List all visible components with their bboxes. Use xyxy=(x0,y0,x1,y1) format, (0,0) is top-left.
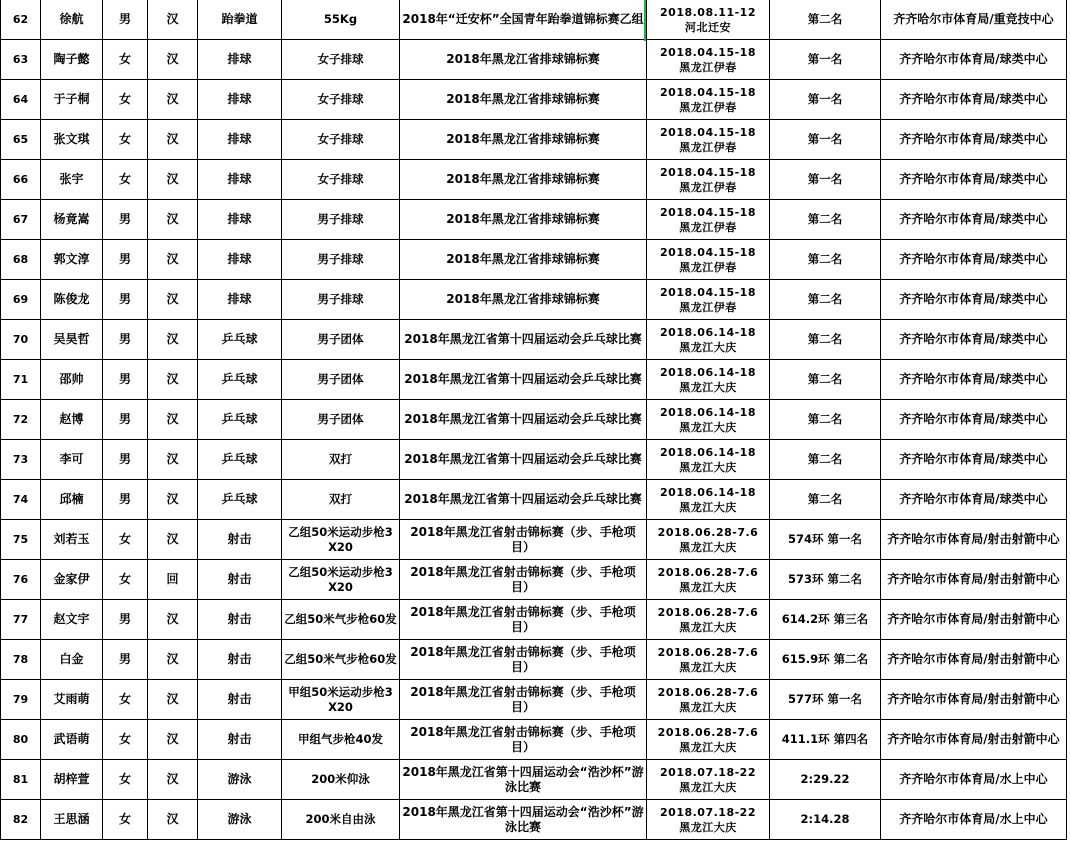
table-row xyxy=(1,480,1067,520)
cell-unit[interactable]: 齐齐哈尔市体育局/球类中心 xyxy=(881,320,1067,360)
cell-result[interactable]: 第二名 xyxy=(770,320,881,360)
place-text: 黑龙江大庆 xyxy=(679,580,737,594)
cell-gender[interactable]: 男 xyxy=(103,600,148,640)
cell-result[interactable]: 614.2环 第三名 xyxy=(770,600,881,640)
cell-gender[interactable]: 男 xyxy=(103,640,148,680)
cell-ethnicity[interactable]: 汉 xyxy=(148,360,198,400)
cell-unit[interactable]: 齐齐哈尔市体育局/球类中心 xyxy=(881,40,1067,80)
cell-event[interactable]: 男子排球 xyxy=(282,280,400,320)
cell-competition[interactable]: 2018年黑龙江省第十四届运动会“浩沙杯”游泳比赛 xyxy=(400,800,647,840)
date-text: 2018.04.15-18 xyxy=(660,125,756,139)
cell-ethnicity[interactable]: 汉 xyxy=(148,520,198,560)
cell-name[interactable]: 白金 xyxy=(41,640,103,680)
cell-result[interactable]: 第二名 xyxy=(770,200,881,240)
cell-ethnicity[interactable]: 汉 xyxy=(148,720,198,760)
place-text: 黑龙江大庆 xyxy=(679,380,737,394)
cell-result[interactable]: 2:29.22 xyxy=(770,760,881,800)
table-row xyxy=(1,80,1067,120)
cell-date-place[interactable] xyxy=(647,240,770,280)
cell-date-place[interactable] xyxy=(647,120,770,160)
cell-unit[interactable]: 齐齐哈尔市体育局/球类中心 xyxy=(881,80,1067,120)
cell-sport[interactable]: 乒乓球 xyxy=(198,480,282,520)
date-text: 2018.06.14-18 xyxy=(660,365,756,379)
cell-event[interactable]: 甲组50米运动步枪3X20 xyxy=(282,680,400,720)
cell-ethnicity[interactable]: 汉 xyxy=(148,400,198,440)
cell-unit[interactable]: 齐齐哈尔市体育局/射击射箭中心 xyxy=(881,520,1067,560)
cell-gender[interactable]: 女 xyxy=(103,720,148,760)
table-row xyxy=(1,680,1067,720)
cell-no[interactable]: 67 xyxy=(1,200,41,240)
cell-no[interactable]: 70 xyxy=(1,320,41,360)
cell-event[interactable]: 200米仰泳 xyxy=(282,760,400,800)
cell-no[interactable]: 65 xyxy=(1,120,41,160)
table-row xyxy=(1,800,1067,840)
cell-gender[interactable]: 男 xyxy=(103,320,148,360)
cell-no[interactable]: 73 xyxy=(1,440,41,480)
cell-sport[interactable]: 射击 xyxy=(198,640,282,680)
cell-event[interactable]: 男子团体 xyxy=(282,360,400,400)
cell-date-place[interactable] xyxy=(647,720,770,760)
cell-name[interactable]: 艾雨萌 xyxy=(41,680,103,720)
cell-ethnicity[interactable]: 汉 xyxy=(148,480,198,520)
cell-no[interactable]: 66 xyxy=(1,160,41,200)
cell-unit[interactable]: 齐齐哈尔市体育局/球类中心 xyxy=(881,400,1067,440)
date-text: 2018.06.28-7.6 xyxy=(657,565,759,579)
cell-name[interactable]: 徐航 xyxy=(41,0,103,40)
cell-sport[interactable]: 排球 xyxy=(198,120,282,160)
cell-ethnicity[interactable]: 汉 xyxy=(148,0,198,40)
cell-date-place[interactable] xyxy=(647,440,770,480)
cell-unit[interactable]: 齐齐哈尔市体育局/球类中心 xyxy=(881,480,1067,520)
cell-date-place[interactable] xyxy=(647,200,770,240)
cell-unit[interactable]: 齐齐哈尔市体育局/射击射箭中心 xyxy=(881,720,1067,760)
cell-gender[interactable]: 女 xyxy=(103,800,148,840)
cell-gender[interactable]: 男 xyxy=(103,440,148,480)
cell-result[interactable]: 2:14.28 xyxy=(770,800,881,840)
cell-no[interactable]: 71 xyxy=(1,360,41,400)
cell-event[interactable]: 55Kg xyxy=(282,0,400,40)
table-row xyxy=(1,320,1067,360)
cell-ethnicity[interactable]: 汉 xyxy=(148,600,198,640)
cell-competition[interactable]: 2018年黑龙江省射击锦标赛（步、手枪项目） xyxy=(400,520,647,560)
cell-sport[interactable]: 乒乓球 xyxy=(198,440,282,480)
cell-date-place[interactable] xyxy=(647,560,770,600)
cell-name[interactable]: 邱楠 xyxy=(41,480,103,520)
cell-date-place[interactable] xyxy=(647,640,770,680)
date-text: 2018.07.18-22 xyxy=(660,765,756,779)
cell-result[interactable]: 第二名 xyxy=(770,0,881,40)
date-text: 2018.04.15-18 xyxy=(660,85,756,99)
place-text: 黑龙江大庆 xyxy=(679,540,737,554)
cell-date-place[interactable] xyxy=(647,360,770,400)
cell-result[interactable]: 第二名 xyxy=(770,280,881,320)
cell-result[interactable]: 第二名 xyxy=(770,360,881,400)
table-row xyxy=(1,520,1067,560)
cell-sport[interactable]: 排球 xyxy=(198,200,282,240)
cell-competition[interactable]: 2018年黑龙江省排球锦标赛 xyxy=(400,240,647,280)
cell-ethnicity[interactable]: 汉 xyxy=(148,160,198,200)
cell-gender[interactable]: 男 xyxy=(103,0,148,40)
cell-unit[interactable]: 齐齐哈尔市体育局/射击射箭中心 xyxy=(881,680,1067,720)
cell-name[interactable]: 李可 xyxy=(41,440,103,480)
cell-gender[interactable]: 男 xyxy=(103,240,148,280)
table-row xyxy=(1,600,1067,640)
cell-no[interactable]: 77 xyxy=(1,600,41,640)
place-text: 黑龙江大庆 xyxy=(679,420,737,434)
cell-sport[interactable]: 排球 xyxy=(198,160,282,200)
cell-sport[interactable]: 射击 xyxy=(198,600,282,640)
cell-date-place[interactable] xyxy=(647,520,770,560)
date-text: 2018.04.15-18 xyxy=(660,245,756,259)
cell-no[interactable]: 78 xyxy=(1,640,41,680)
table-row xyxy=(1,200,1067,240)
cell-unit[interactable]: 齐齐哈尔市体育局/球类中心 xyxy=(881,240,1067,280)
cell-competition[interactable]: 2018年黑龙江省第十四届运动会“浩沙杯”游泳比赛 xyxy=(400,760,647,800)
place-text: 黑龙江大庆 xyxy=(679,340,737,354)
cell-name[interactable]: 赵文宇 xyxy=(41,600,103,640)
cell-gender[interactable]: 女 xyxy=(103,160,148,200)
table-row xyxy=(1,720,1067,760)
place-text: 黑龙江伊春 xyxy=(679,260,737,274)
cell-no[interactable]: 80 xyxy=(1,720,41,760)
cell-date-place[interactable] xyxy=(647,480,770,520)
cell-no[interactable]: 76 xyxy=(1,560,41,600)
cell-name[interactable]: 张宇 xyxy=(41,160,103,200)
cell-unit[interactable]: 齐齐哈尔市体育局/射击射箭中心 xyxy=(881,560,1067,600)
cell-ethnicity[interactable]: 汉 xyxy=(148,680,198,720)
cell-gender[interactable]: 女 xyxy=(103,680,148,720)
cell-ethnicity[interactable]: 汉 xyxy=(148,440,198,480)
cell-event[interactable]: 双打 xyxy=(282,440,400,480)
table-row xyxy=(1,160,1067,200)
cell-date-place[interactable] xyxy=(647,280,770,320)
date-text: 2018.06.14-18 xyxy=(660,485,756,499)
cell-unit[interactable]: 齐齐哈尔市体育局/球类中心 xyxy=(881,440,1067,480)
cell-event[interactable]: 男子排球 xyxy=(282,240,400,280)
cell-competition[interactable]: 2018年黑龙江省射击锦标赛（步、手枪项目） xyxy=(400,720,647,760)
cell-unit[interactable]: 齐齐哈尔市体育局/射击射箭中心 xyxy=(881,600,1067,640)
date-text: 2018.06.14-18 xyxy=(660,445,756,459)
date-text: 2018.06.28-7.6 xyxy=(657,645,759,659)
cell-name[interactable]: 吴昊哲 xyxy=(41,320,103,360)
cell-unit[interactable]: 齐齐哈尔市体育局/球类中心 xyxy=(881,160,1067,200)
cell-sport[interactable]: 游泳 xyxy=(198,800,282,840)
cell-name[interactable]: 张文琪 xyxy=(41,120,103,160)
cell-unit[interactable]: 齐齐哈尔市体育局/球类中心 xyxy=(881,120,1067,160)
cell-competition[interactable]: 2018年黑龙江省第十四届运动会乒乓球比赛 xyxy=(400,320,647,360)
cell-name[interactable]: 于子桐 xyxy=(41,80,103,120)
table-row xyxy=(1,280,1067,320)
place-text: 黑龙江大庆 xyxy=(679,740,737,754)
date-text: 2018.04.15-18 xyxy=(660,205,756,219)
cell-ethnicity[interactable]: 汉 xyxy=(148,280,198,320)
cell-competition[interactable]: 2018年黑龙江省第十四届运动会乒乓球比赛 xyxy=(400,480,647,520)
cell-unit[interactable]: 齐齐哈尔市体育局/水上中心 xyxy=(881,800,1067,840)
cell-competition[interactable]: 2018年黑龙江省排球锦标赛 xyxy=(400,40,647,80)
cell-sport[interactable]: 排球 xyxy=(198,280,282,320)
cell-gender[interactable]: 女 xyxy=(103,520,148,560)
cell-result[interactable]: 第二名 xyxy=(770,400,881,440)
cell-name[interactable]: 陶子懿 xyxy=(41,40,103,80)
cell-result[interactable]: 第一名 xyxy=(770,80,881,120)
cell-competition[interactable]: 2018年黑龙江省排球锦标赛 xyxy=(400,280,647,320)
place-text: 黑龙江伊春 xyxy=(679,220,737,234)
cell-ethnicity[interactable]: 汉 xyxy=(148,80,198,120)
cell-competition[interactable]: 2018年黑龙江省排球锦标赛 xyxy=(400,160,647,200)
place-text: 黑龙江大庆 xyxy=(679,700,737,714)
cell-name[interactable]: 杨竟嵩 xyxy=(41,200,103,240)
cell-ethnicity[interactable]: 汉 xyxy=(148,200,198,240)
cell-competition[interactable]: 2018年黑龙江省排球锦标赛 xyxy=(400,200,647,240)
cell-date-place[interactable] xyxy=(647,400,770,440)
cell-competition[interactable]: 2018年黑龙江省射击锦标赛（步、手枪项目） xyxy=(400,640,647,680)
cell-event[interactable]: 女子排球 xyxy=(282,80,400,120)
cell-sport[interactable]: 排球 xyxy=(198,240,282,280)
cell-no[interactable]: 74 xyxy=(1,480,41,520)
cell-no[interactable]: 69 xyxy=(1,280,41,320)
date-text: 2018.06.28-7.6 xyxy=(657,685,759,699)
table-body xyxy=(1,0,1067,840)
cell-no[interactable]: 75 xyxy=(1,520,41,560)
cell-event[interactable]: 女子排球 xyxy=(282,160,400,200)
cell-event[interactable]: 甲组气步枪40发 xyxy=(282,720,400,760)
place-text: 黑龙江伊春 xyxy=(679,300,737,314)
cell-ethnicity[interactable]: 汉 xyxy=(148,240,198,280)
cell-sport[interactable]: 跆拳道 xyxy=(198,0,282,40)
place-text: 黑龙江大庆 xyxy=(679,660,737,674)
cell-date-place[interactable] xyxy=(647,760,770,800)
table-row xyxy=(1,0,1067,40)
cell-event[interactable]: 乙组50米运动步枪3X20 xyxy=(282,520,400,560)
cell-result[interactable]: 573环 第二名 xyxy=(770,560,881,600)
cell-result[interactable]: 第二名 xyxy=(770,240,881,280)
cell-sport[interactable]: 排球 xyxy=(198,80,282,120)
cell-gender[interactable]: 女 xyxy=(103,40,148,80)
cell-ethnicity[interactable]: 回 xyxy=(148,560,198,600)
cell-event[interactable]: 男子团体 xyxy=(282,400,400,440)
place-text: 黑龙江伊春 xyxy=(679,140,737,154)
cell-no[interactable]: 79 xyxy=(1,680,41,720)
cell-name[interactable]: 金家伊 xyxy=(41,560,103,600)
cell-competition[interactable]: 2018年黑龙江省排球锦标赛 xyxy=(400,80,647,120)
cell-unit[interactable]: 齐齐哈尔市体育局/球类中心 xyxy=(881,200,1067,240)
cell-unit[interactable]: 齐齐哈尔市体育局/重竞技中心 xyxy=(881,0,1067,40)
cell-gender[interactable]: 男 xyxy=(103,480,148,520)
cell-name[interactable]: 陈俊龙 xyxy=(41,280,103,320)
cell-sport[interactable]: 乒乓球 xyxy=(198,320,282,360)
cell-event[interactable]: 双打 xyxy=(282,480,400,520)
table-row xyxy=(1,560,1067,600)
cell-event[interactable]: 200米自由泳 xyxy=(282,800,400,840)
cell-result[interactable]: 574环 第一名 xyxy=(770,520,881,560)
date-text: 2018.08.11-12 xyxy=(660,5,756,19)
cell-unit[interactable]: 齐齐哈尔市体育局/球类中心 xyxy=(881,280,1067,320)
cell-no[interactable]: 63 xyxy=(1,40,41,80)
cell-event[interactable]: 乙组50米气步枪60发 xyxy=(282,640,400,680)
cell-date-place[interactable] xyxy=(647,680,770,720)
cell-no[interactable]: 62 xyxy=(1,0,41,40)
cell-date-place[interactable] xyxy=(647,80,770,120)
cell-result[interactable]: 第一名 xyxy=(770,160,881,200)
place-text: 黑龙江伊春 xyxy=(679,100,737,114)
cell-name[interactable]: 赵博 xyxy=(41,400,103,440)
cell-competition[interactable]: 2018年黑龙江省第十四届运动会乒乓球比赛 xyxy=(400,440,647,480)
cell-ethnicity[interactable]: 汉 xyxy=(148,40,198,80)
cell-gender[interactable]: 女 xyxy=(103,760,148,800)
cell-name[interactable]: 郭文淳 xyxy=(41,240,103,280)
cell-date-place[interactable] xyxy=(647,40,770,80)
cell-no[interactable]: 82 xyxy=(1,800,41,840)
date-text: 2018.06.14-18 xyxy=(660,325,756,339)
cell-ethnicity[interactable]: 汉 xyxy=(148,760,198,800)
table-row xyxy=(1,120,1067,160)
cell-date-place[interactable] xyxy=(647,600,770,640)
cell-name[interactable]: 胡梓萱 xyxy=(41,760,103,800)
cell-ethnicity[interactable]: 汉 xyxy=(148,640,198,680)
cell-no[interactable]: 68 xyxy=(1,240,41,280)
cell-result[interactable]: 411.1环 第四名 xyxy=(770,720,881,760)
place-text: 河北迁安 xyxy=(685,20,731,34)
cell-gender[interactable]: 男 xyxy=(103,280,148,320)
date-text: 2018.06.28-7.6 xyxy=(657,725,759,739)
cell-event[interactable]: 女子排球 xyxy=(282,120,400,160)
place-text: 黑龙江大庆 xyxy=(679,620,737,634)
cell-competition[interactable]: 2018年黑龙江省第十四届运动会乒乓球比赛 xyxy=(400,400,647,440)
date-text: 2018.06.14-18 xyxy=(660,405,756,419)
table-row xyxy=(1,360,1067,400)
cell-event[interactable]: 乙组50米气步枪60发 xyxy=(282,600,400,640)
cell-competition[interactable]: 2018年黑龙江省第十四届运动会乒乓球比赛 xyxy=(400,360,647,400)
table-row xyxy=(1,440,1067,480)
date-text: 2018.06.28-7.6 xyxy=(657,605,759,619)
cell-result[interactable]: 第二名 xyxy=(770,440,881,480)
cell-competition[interactable]: 2018年黑龙江省射击锦标赛（步、手枪项目） xyxy=(400,600,647,640)
cell-event[interactable]: 男子排球 xyxy=(282,200,400,240)
cell-name[interactable]: 王思涵 xyxy=(41,800,103,840)
cell-result[interactable]: 第一名 xyxy=(770,40,881,80)
cell-ethnicity[interactable]: 汉 xyxy=(148,120,198,160)
place-text: 黑龙江大庆 xyxy=(679,820,737,834)
date-text: 2018.04.15-18 xyxy=(660,285,756,299)
place-text: 黑龙江伊春 xyxy=(679,60,737,74)
cell-ethnicity[interactable]: 汉 xyxy=(148,800,198,840)
place-text: 黑龙江伊春 xyxy=(679,180,737,194)
cell-gender[interactable]: 女 xyxy=(103,80,148,120)
table-row xyxy=(1,760,1067,800)
cell-unit[interactable]: 齐齐哈尔市体育局/射击射箭中心 xyxy=(881,640,1067,680)
date-text: 2018.04.15-18 xyxy=(660,165,756,179)
cell-no[interactable]: 72 xyxy=(1,400,41,440)
table-row xyxy=(1,40,1067,80)
cell-sport[interactable]: 射击 xyxy=(198,560,282,600)
cell-sport[interactable]: 射击 xyxy=(198,720,282,760)
cell-sport[interactable]: 乒乓球 xyxy=(198,400,282,440)
cell-sport[interactable]: 游泳 xyxy=(198,760,282,800)
cell-result[interactable]: 第二名 xyxy=(770,480,881,520)
date-text: 2018.04.15-18 xyxy=(660,45,756,59)
cell-name[interactable]: 武语萌 xyxy=(41,720,103,760)
cell-result[interactable]: 577环 第一名 xyxy=(770,680,881,720)
place-text: 黑龙江大庆 xyxy=(679,780,737,794)
table-row xyxy=(1,400,1067,440)
cell-event[interactable]: 男子团体 xyxy=(282,320,400,360)
cell-sport[interactable]: 排球 xyxy=(198,40,282,80)
place-text: 黑龙江大庆 xyxy=(679,460,737,474)
cell-ethnicity[interactable]: 汉 xyxy=(148,320,198,360)
cell-event[interactable]: 女子排球 xyxy=(282,40,400,80)
cell-gender[interactable]: 女 xyxy=(103,560,148,600)
place-text: 黑龙江大庆 xyxy=(679,500,737,514)
cell-event[interactable]: 乙组50米运动步枪3X20 xyxy=(282,560,400,600)
cell-date-place[interactable] xyxy=(647,320,770,360)
active-cell-indicator xyxy=(644,0,646,41)
cell-result[interactable]: 第一名 xyxy=(770,120,881,160)
cell-sport[interactable]: 乒乓球 xyxy=(198,360,282,400)
cell-gender[interactable]: 男 xyxy=(103,360,148,400)
date-text: 2018.06.28-7.6 xyxy=(657,525,759,539)
cell-date-place[interactable] xyxy=(647,0,770,40)
cell-no[interactable]: 81 xyxy=(1,760,41,800)
cell-competition[interactable]: 2018年黑龙江省射击锦标赛（步、手枪项目） xyxy=(400,560,647,600)
table-row xyxy=(1,240,1067,280)
cell-competition[interactable]: 2018年“迁安杯”全国青年跆拳道锦标赛乙组 xyxy=(400,0,647,40)
cell-sport[interactable]: 射击 xyxy=(198,520,282,560)
cell-result[interactable]: 615.9环 第二名 xyxy=(770,640,881,680)
cell-unit[interactable]: 齐齐哈尔市体育局/球类中心 xyxy=(881,360,1067,400)
cell-competition[interactable]: 2018年黑龙江省排球锦标赛 xyxy=(400,120,647,160)
table-row xyxy=(1,640,1067,680)
cell-date-place[interactable] xyxy=(647,160,770,200)
cell-gender[interactable]: 男 xyxy=(103,200,148,240)
cell-name[interactable]: 邵帅 xyxy=(41,360,103,400)
cell-name[interactable]: 刘若玉 xyxy=(41,520,103,560)
cell-unit[interactable]: 齐齐哈尔市体育局/水上中心 xyxy=(881,760,1067,800)
date-text: 2018.07.18-22 xyxy=(660,805,756,819)
cell-gender[interactable]: 女 xyxy=(103,120,148,160)
cell-competition[interactable]: 2018年黑龙江省射击锦标赛（步、手枪项目） xyxy=(400,680,647,720)
cell-date-place[interactable] xyxy=(647,800,770,840)
cell-sport[interactable]: 射击 xyxy=(198,680,282,720)
cell-gender[interactable]: 男 xyxy=(103,400,148,440)
cell-no[interactable]: 64 xyxy=(1,80,41,120)
